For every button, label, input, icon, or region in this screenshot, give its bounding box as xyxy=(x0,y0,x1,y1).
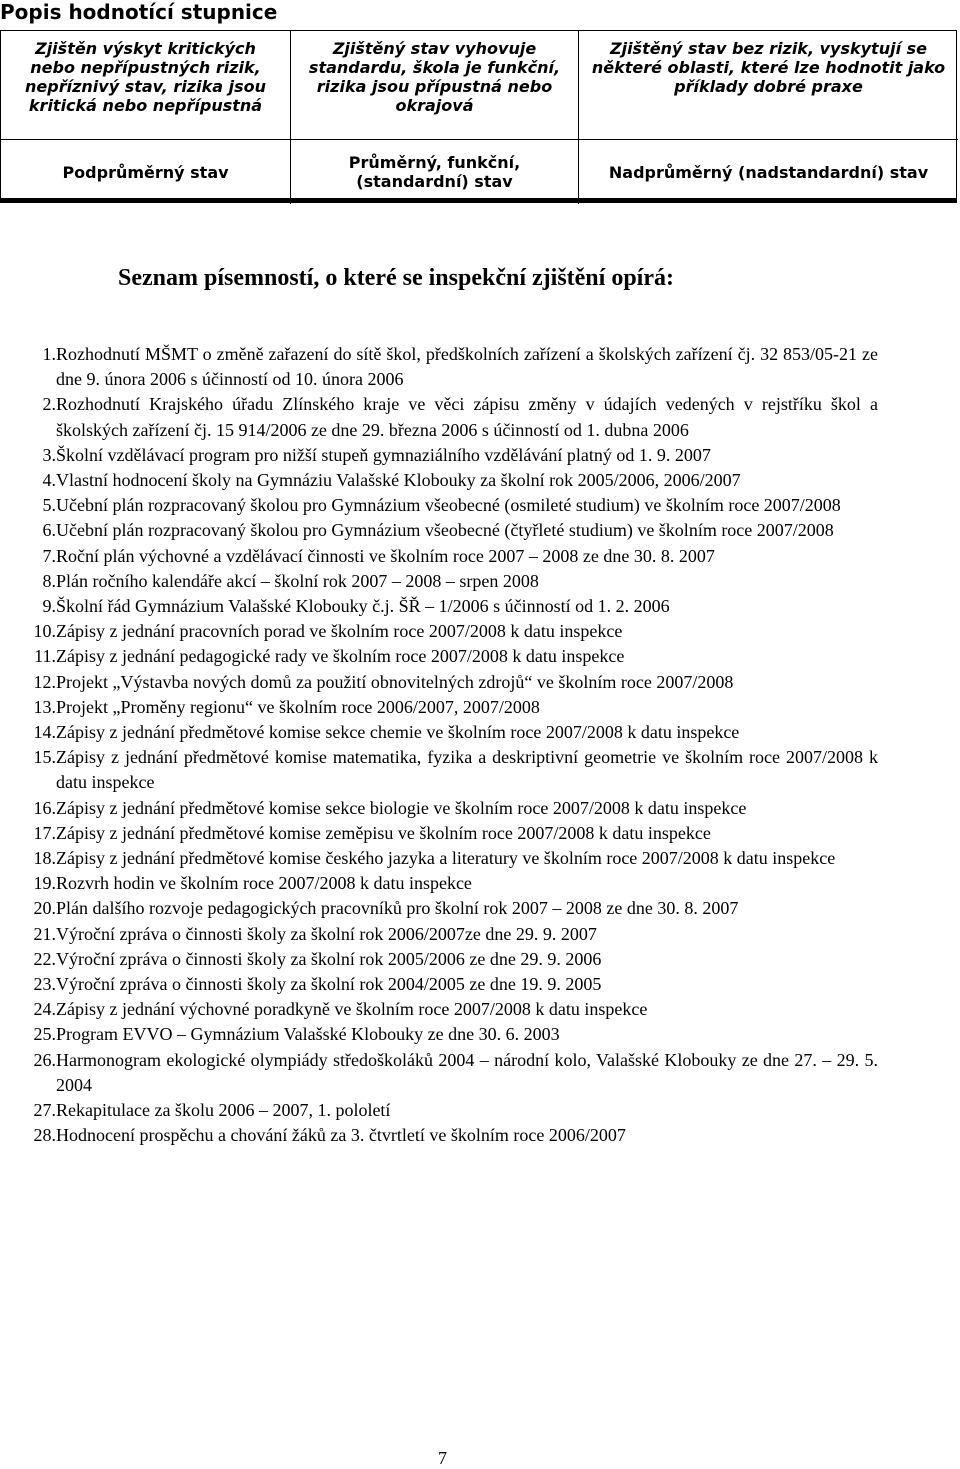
document-list-item xyxy=(0,796,878,821)
document-number xyxy=(0,1098,56,1123)
document-number-text: 25. xyxy=(33,1024,56,1045)
document-number xyxy=(0,342,56,392)
document-number xyxy=(0,443,56,468)
scale-label-below-average: Podprůměrný stav xyxy=(1,140,291,204)
document-list-item xyxy=(0,342,878,392)
document-list-item xyxy=(0,922,878,947)
document-list-item xyxy=(0,670,878,695)
document-text: Plán ročního kalendáře akcí – školní rok 2007 – 2008 – srpen 2008 xyxy=(56,570,539,591)
document-number xyxy=(0,972,56,997)
document-number xyxy=(0,594,56,619)
document-number-text: 5. xyxy=(42,495,56,516)
document-list-item xyxy=(0,1123,878,1148)
document-number xyxy=(0,619,56,644)
document-number xyxy=(0,695,56,720)
document-text: Výroční zpráva o činnosti školy za školní rok 2005/2006 ze dne 29. 9. 2006 xyxy=(56,948,602,969)
document-list-item xyxy=(0,695,878,720)
document-text: Učební plán rozpracovaný školou pro Gymnázium všeobecné (čtyřleté studium) ve školním roce 2007/2008 xyxy=(56,520,834,541)
document-text: Rozhodnutí Krajského úřadu Zlínského kraje ve věci zápisu změny v údajích vedených v rejstříku škol a školských zařízení čj. 15 914/2006 ze dne 29. března 2006 s účinností od 1. dubna 2006 xyxy=(56,394,878,440)
document-text: Výroční zpráva o činnosti školy za školní rok 2006/2007ze dne 29. 9. 2007 xyxy=(56,923,597,944)
scale-description-above-average: Zjištěný stav bez rizik, vyskytují se některé oblasti, které lze hodnotit jako příklady dobré praxe xyxy=(579,31,958,140)
document-text: Plán dalšího rozvoje pedagogických pracovníků pro školní rok 2007 – 2008 ze dne 30. 8. 2007 xyxy=(56,898,739,919)
document-text: Školní vzdělávací program pro nižší stupeň gymnaziálního vzdělávání platný od 1. 9. 2007 xyxy=(56,444,711,465)
page-number: 7 xyxy=(438,1448,447,1468)
document-number-text: 20. xyxy=(33,898,56,919)
document-text: Program EVVO – Gymnázium Valašské Klobouky ze dne 30. 6. 2003 xyxy=(56,1024,560,1045)
document-list-item xyxy=(0,493,878,518)
document-number-text: 22. xyxy=(33,948,56,969)
document-list-item xyxy=(0,594,878,619)
document-number xyxy=(0,544,56,569)
rating-scale-table xyxy=(0,30,957,203)
document-number-text: 17. xyxy=(33,822,56,843)
document-text: Školní řád Gymnázium Valašské Klobouky č.j. ŠŘ – 1/2006 s účinností od 1. 2. 2006 xyxy=(56,596,670,617)
document-list-item xyxy=(0,997,878,1022)
document-number-text: 16. xyxy=(33,797,56,818)
document-number xyxy=(0,846,56,871)
document-number-text: 13. xyxy=(33,696,56,717)
document-number xyxy=(0,922,56,947)
document-number-text: 19. xyxy=(33,873,56,894)
document-number xyxy=(0,518,56,543)
document-number xyxy=(0,896,56,921)
document-text: Zápisy z jednání předmětové komise sekce biologie ve školním roce 2007/2008 k datu inspekce xyxy=(56,797,747,818)
document-list-item xyxy=(0,1022,878,1047)
document-number xyxy=(0,468,56,493)
document-number-text: 6. xyxy=(42,520,56,541)
document-number xyxy=(0,745,56,795)
document-text: Hodnocení prospěchu a chování žáků za 3. čtvrtletí ve školním roce 2006/2007 xyxy=(56,1125,626,1146)
document-number xyxy=(0,947,56,972)
document-list-item xyxy=(0,518,878,543)
document-list-item xyxy=(0,745,878,795)
scale-description-average: Zjištěný stav vyhovuje standardu, škola je funkční, rizika jsou přípustná nebo okrajová xyxy=(291,31,579,140)
document-number-text: 18. xyxy=(33,848,56,869)
document-number-text: 2. xyxy=(42,394,56,415)
document-number xyxy=(0,392,56,442)
document-number xyxy=(0,796,56,821)
document-text: Zápisy z jednání pedagogické rady ve školním roce 2007/2008 k datu inspekce xyxy=(56,646,625,667)
document-text: Projekt „Proměny regionu“ ve školním roce 2006/2007, 2007/2008 xyxy=(56,696,540,717)
document-number-text: 27. xyxy=(33,1100,56,1121)
document-number-text: 12. xyxy=(33,671,56,692)
document-list-item xyxy=(0,871,878,896)
document-list-item xyxy=(0,947,878,972)
document-number xyxy=(0,1022,56,1047)
document-text: Zápisy z jednání předmětové komise zeměpisu ve školním roce 2007/2008 k datu inspekce xyxy=(56,822,711,843)
scale-label-above-average: Nadprůměrný (nadstandardní) stav xyxy=(608,162,929,182)
document-number xyxy=(0,493,56,518)
document-number-text: 8. xyxy=(42,570,56,591)
document-text: Zápisy z jednání předmětové komise českého jazyka a literatury ve školním roce 2007/2008 k datu inspekce xyxy=(56,848,836,869)
document-text: Zápisy z jednání předmětové komise matematika, fyzika a deskriptivní geometrie ve školním roce 2007/2008 k datu inspekce xyxy=(56,747,878,793)
document-text: Rozhodnutí MŠMT o změně zařazení do sítě škol, předškolních zařízení a školských zařízení čj. 32 853/05-21 ze dne 9. února 2006 s účinností od 10. února 2006 xyxy=(56,344,878,390)
document-text: Projekt „Výstavba nových domů za použití obnovitelných zdrojů“ ve školním roce 2007/2008 xyxy=(56,671,734,692)
document-number-text: 7. xyxy=(42,545,56,566)
document-number xyxy=(0,720,56,745)
document-list-item xyxy=(0,720,878,745)
document-text: Harmonogram ekologické olympiády středoškoláků 2004 – národní kolo, Valašské Klobouky ze dne 27. – 29. 5. 2004 xyxy=(56,1049,878,1095)
document-number-text: 4. xyxy=(42,470,56,491)
document-number xyxy=(0,1048,56,1098)
document-list-item xyxy=(0,569,878,594)
document-list-item xyxy=(0,392,878,442)
document-list-item xyxy=(0,644,878,669)
document-number xyxy=(0,644,56,669)
document-number-text: 23. xyxy=(33,974,56,995)
document-list-item xyxy=(0,821,878,846)
document-number xyxy=(0,1123,56,1148)
document-number-text: 9. xyxy=(42,596,56,617)
document-text: Rozvrh hodin ve školním roce 2007/2008 k datu inspekce xyxy=(56,873,472,894)
document-number-text: 10. xyxy=(33,621,56,642)
document-text: Roční plán výchovné a vzdělávací činnosti ve školním roce 2007 – 2008 ze dne 30. 8. 2007 xyxy=(56,545,715,566)
document-list-title: Seznam písemností, o které se inspekční zjištění opírá: xyxy=(118,265,674,291)
document-number-text: 3. xyxy=(42,444,56,465)
document-number xyxy=(0,569,56,594)
document-list-item xyxy=(0,896,878,921)
document-list-item xyxy=(0,443,878,468)
document-list-item xyxy=(0,544,878,569)
document-number-text: 26. xyxy=(33,1049,56,1070)
document-number-text: 28. xyxy=(33,1125,56,1146)
scale-description-below-average: Zjištěn výskyt kritických nebo nepřípustných rizik, nepříznivý stav, rizika jsou kritická nebo nepřípustná xyxy=(1,31,291,140)
document-text: Zápisy z jednání výchovné poradkyně ve školním roce 2007/2008 k datu inspekce xyxy=(56,999,648,1020)
document-list-item xyxy=(0,846,878,871)
rating-scale-heading: Popis hodnotící stupnice xyxy=(0,0,278,24)
document-number xyxy=(0,871,56,896)
document-number-text: 21. xyxy=(33,923,56,944)
document-text: Zápisy z jednání pracovních porad ve školním roce 2007/2008 k datu inspekce xyxy=(56,621,623,642)
document-list-item xyxy=(0,468,878,493)
scale-label-average: Průměrný, funkční, (standardní) stav xyxy=(291,140,579,204)
document-text: Výroční zpráva o činnosti školy za školní rok 2004/2005 ze dne 19. 9. 2005 xyxy=(56,974,602,995)
document-number-text: 24. xyxy=(33,999,56,1020)
document-text: Vlastní hodnocení školy na Gymnáziu Valašské Klobouky za školní rok 2005/2006, 2006/2007 xyxy=(56,470,741,491)
document-number xyxy=(0,997,56,1022)
document-list xyxy=(0,342,878,1149)
document-number-text: 1. xyxy=(42,344,56,364)
document-text: Zápisy z jednání předmětové komise sekce chemie ve školním roce 2007/2008 k datu inspekce xyxy=(56,722,740,743)
document-number-text: 14. xyxy=(33,722,56,743)
document-number-text: 15. xyxy=(33,747,56,768)
document-list-item xyxy=(0,619,878,644)
document-number xyxy=(0,670,56,695)
document-list-item xyxy=(0,972,878,997)
document-list-item xyxy=(0,1098,878,1123)
document-text: Rekapitulace za školu 2006 – 2007, 1. pololetí xyxy=(56,1100,391,1121)
document-number-text: 11. xyxy=(34,646,56,667)
document-number xyxy=(0,821,56,846)
document-list-item xyxy=(0,1048,878,1098)
document-text: Učební plán rozpracovaný školou pro Gymnázium všeobecné (osmileté studium) ve školním roce 2007/2008 xyxy=(56,495,841,516)
